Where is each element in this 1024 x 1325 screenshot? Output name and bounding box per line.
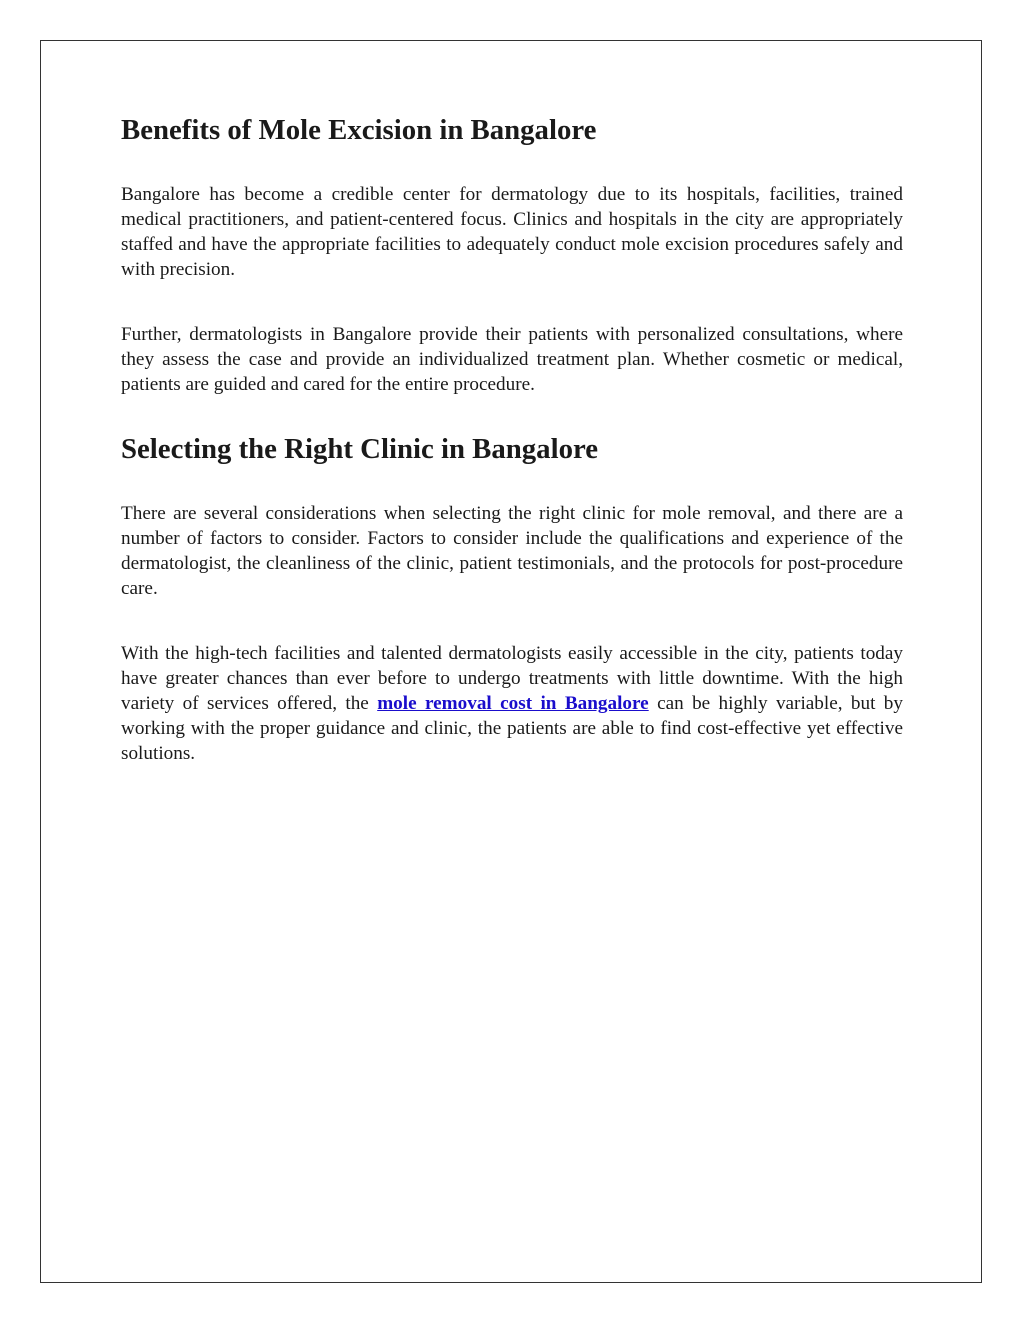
paragraph-text-before-link: With the high-tech facilities and talented dermatologists easily accessible in the city, patients today have greater chances than ever before to undergo treatments with little downtime. With the high variety of services offered, the	[121, 643, 903, 714]
paragraph-considerations: There are several considerations when selecting the right clinic for mole removal, and there are a number of factors to consider. Factors to consider include the qualifications and experience of the dermatologist, the cleanliness of the clinic, patient testimonials, and the protocols for post-procedure care.	[121, 503, 903, 599]
paragraph-bangalore-center: Bangalore has become a credible center for dermatology due to its hospitals, facilities, trained medical practitioners, and patient-centered focus. Clinics and hospitals in the city are appropriately staffed and have the appropriate facilities to adequately conduct mole excision procedures safely and with precision.	[121, 184, 903, 280]
section-heading-benefits: Benefits of Mole Excision in Bangalore	[121, 114, 597, 146]
paragraph-text-after-link: can be highly variable, but by working with the proper guidance and clinic, the patients are able to find cost-effective yet effective solutions.	[121, 693, 903, 764]
section-heading-selecting-clinic: Selecting the Right Clinic in Bangalore	[121, 433, 599, 465]
document-body	[121, 114, 903, 766]
mole-removal-cost-link[interactable]: mole removal cost in Bangalore	[377, 693, 649, 714]
paragraph-personalized-consultations: Further, dermatologists in Bangalore provide their patients with personalized consultations, where they assess the case and provide an individualized treatment plan. Whether cosmetic or medical, patients are guided and cared for the entire procedure.	[121, 324, 903, 395]
paragraph-high-tech-facilities	[121, 641, 903, 766]
